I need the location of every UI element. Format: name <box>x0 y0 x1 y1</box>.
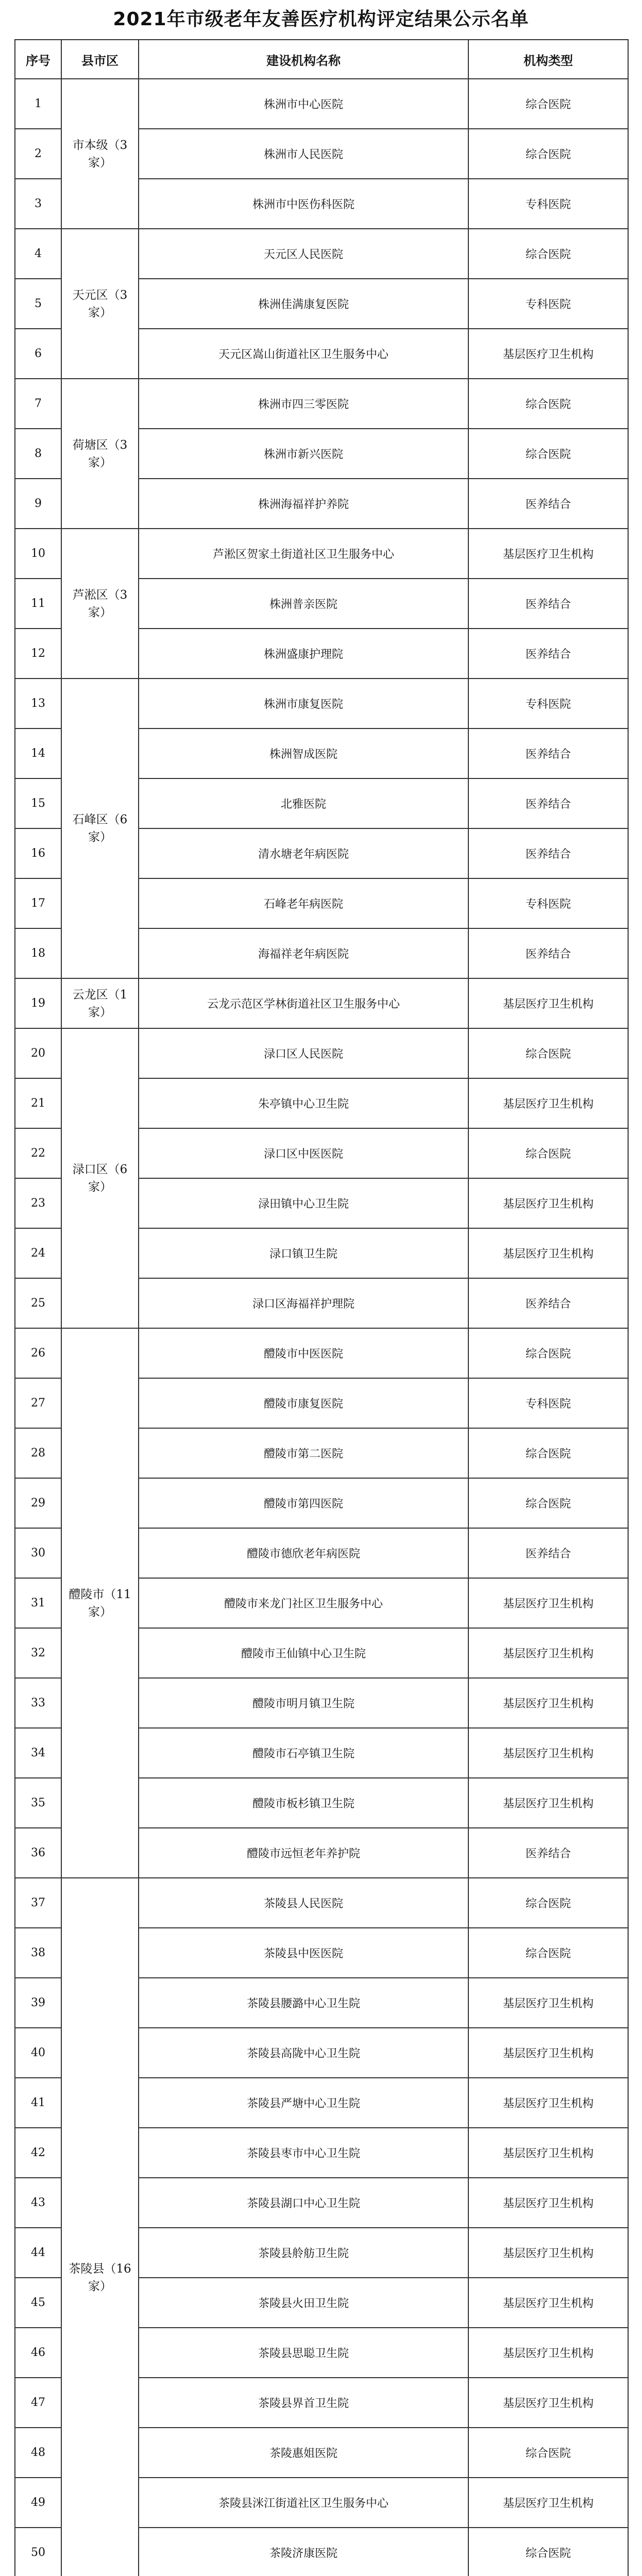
institution-name: 醴陵市第二医院 <box>139 1428 468 1478</box>
document-title: 2021年市级老年友善医疗机构评定结果公示名单 <box>113 9 529 30</box>
institution-name: 渌口镇卫生院 <box>139 1228 468 1278</box>
institution-name: 株洲市中医伤科医院 <box>139 179 468 229</box>
table-row <box>15 1328 628 1378</box>
table-row <box>15 1878 628 1928</box>
row-index: 28 <box>15 1428 61 1478</box>
institution-type: 基层医疗卫生机构 <box>468 1728 628 1778</box>
institution-type: 医养结合 <box>468 1528 628 1578</box>
district-cell: 石峰区（6家） <box>61 679 139 978</box>
row-index: 47 <box>15 2378 61 2428</box>
row-index: 2 <box>15 129 61 179</box>
row-index: 36 <box>15 1828 61 1878</box>
row-index: 40 <box>15 2028 61 2078</box>
institution-type: 专科医院 <box>468 179 628 229</box>
institution-type: 医养结合 <box>468 778 628 828</box>
row-index: 35 <box>15 1778 61 1828</box>
institution-name: 醴陵市来龙门社区卫生服务中心 <box>139 1578 468 1628</box>
row-index: 27 <box>15 1378 61 1428</box>
row-index: 16 <box>15 828 61 878</box>
institution-type: 基层医疗卫生机构 <box>468 1628 628 1678</box>
institution-type: 基层医疗卫生机构 <box>468 1978 628 2028</box>
district-cell: 荷塘区（3家） <box>61 379 139 529</box>
institution-name: 醴陵市远恒老年养护院 <box>139 1828 468 1878</box>
institution-type: 医养结合 <box>468 479 628 529</box>
institution-name: 醴陵市石亭镇卫生院 <box>139 1728 468 1778</box>
row-index: 22 <box>15 1128 61 1178</box>
row-index: 42 <box>15 2128 61 2178</box>
institution-type: 综合医院 <box>468 1328 628 1378</box>
institution-name: 茶陵县高陇中心卫生院 <box>139 2028 468 2078</box>
institution-type: 综合医院 <box>468 129 628 179</box>
header-institution-type: 机构类型 <box>468 40 628 79</box>
institution-name: 芦淞区贺家土街道社区卫生服务中心 <box>139 529 468 579</box>
row-index: 34 <box>15 1728 61 1778</box>
institution-type: 基层医疗卫生机构 <box>468 2378 628 2428</box>
row-index: 38 <box>15 1928 61 1978</box>
institution-name: 株洲市中心医院 <box>139 79 468 129</box>
row-index: 48 <box>15 2428 61 2478</box>
institution-type: 基层医疗卫生机构 <box>468 1778 628 1828</box>
row-index: 14 <box>15 728 61 778</box>
institution-name: 株洲市新兴医院 <box>139 429 468 479</box>
institution-name: 茶陵县舲舫卫生院 <box>139 2228 468 2278</box>
institution-name: 茶陵县火田卫生院 <box>139 2278 468 2328</box>
row-index: 4 <box>15 229 61 279</box>
institution-type: 基层医疗卫生机构 <box>468 978 628 1028</box>
institution-name: 醴陵市第四医院 <box>139 1478 468 1528</box>
institution-name: 茶陵县洣江街道社区卫生服务中心 <box>139 2478 468 2528</box>
row-index: 25 <box>15 1278 61 1328</box>
institution-type: 基层医疗卫生机构 <box>468 2278 628 2328</box>
institution-type: 专科医院 <box>468 679 628 728</box>
institution-name: 云龙示范区学林街道社区卫生服务中心 <box>139 978 468 1028</box>
institution-name: 茶陵县中医医院 <box>139 1928 468 1978</box>
institution-type: 基层医疗卫生机构 <box>468 2128 628 2178</box>
table-body <box>15 79 628 2576</box>
institution-type: 医养结合 <box>468 629 628 679</box>
institution-type: 医养结合 <box>468 728 628 778</box>
institution-type: 基层医疗卫生机构 <box>468 2078 628 2128</box>
district-cell: 茶陵县（16家） <box>61 1878 139 2576</box>
institution-name: 株洲普亲医院 <box>139 579 468 629</box>
institution-type: 基层医疗卫生机构 <box>468 2178 628 2228</box>
institution-type: 综合医院 <box>468 1478 628 1528</box>
row-index: 5 <box>15 279 61 329</box>
institution-type: 综合医院 <box>468 1028 628 1078</box>
row-index: 18 <box>15 928 61 978</box>
row-index: 8 <box>15 429 61 479</box>
institution-name: 茶陵县思聪卫生院 <box>139 2328 468 2378</box>
district-cell: 渌口区（6家） <box>61 1028 139 1328</box>
institution-name: 株洲市四三零医院 <box>139 379 468 429</box>
row-index: 9 <box>15 479 61 529</box>
table-row <box>15 978 628 1028</box>
table-header-row <box>15 40 628 79</box>
institution-name: 茶陵县严塘中心卫生院 <box>139 2078 468 2128</box>
institution-name: 株洲佳满康复医院 <box>139 279 468 329</box>
institution-type: 基层医疗卫生机构 <box>468 2028 628 2078</box>
institution-name: 株洲盛康护理院 <box>139 629 468 679</box>
district-cell: 芦淞区（3家） <box>61 529 139 679</box>
institution-name: 醴陵市康复医院 <box>139 1378 468 1428</box>
institution-name: 渌田镇中心卫生院 <box>139 1178 468 1228</box>
header-institution-name: 建设机构名称 <box>139 40 468 79</box>
institution-type: 医养结合 <box>468 579 628 629</box>
institution-name: 醴陵市明月镇卫生院 <box>139 1678 468 1728</box>
row-index: 33 <box>15 1678 61 1728</box>
institution-name: 天元区嵩山街道社区卫生服务中心 <box>139 329 468 379</box>
institution-name: 石峰老年病医院 <box>139 878 468 928</box>
institution-type: 专科医院 <box>468 279 628 329</box>
results-table <box>14 39 629 2576</box>
institution-name: 醴陵市中医医院 <box>139 1328 468 1378</box>
institution-type: 基层医疗卫生机构 <box>468 1578 628 1628</box>
row-index: 21 <box>15 1078 61 1128</box>
row-index: 7 <box>15 379 61 429</box>
institution-type: 基层医疗卫生机构 <box>468 2478 628 2528</box>
institution-type: 综合医院 <box>468 1928 628 1978</box>
institution-name: 朱亭镇中心卫生院 <box>139 1078 468 1128</box>
row-index: 45 <box>15 2278 61 2328</box>
institution-type: 医养结合 <box>468 1278 628 1328</box>
district-cell: 天元区（3家） <box>61 229 139 379</box>
institution-type: 医养结合 <box>468 928 628 978</box>
institution-type: 基层医疗卫生机构 <box>468 2328 628 2378</box>
institution-type: 基层医疗卫生机构 <box>468 529 628 579</box>
row-index: 49 <box>15 2478 61 2528</box>
row-index: 20 <box>15 1028 61 1078</box>
institution-name: 渌口区人民医院 <box>139 1028 468 1078</box>
institution-name: 茶陵县人民医院 <box>139 1878 468 1928</box>
row-index: 11 <box>15 579 61 629</box>
institution-name: 天元区人民医院 <box>139 229 468 279</box>
institution-name: 株洲市康复医院 <box>139 679 468 728</box>
table-row <box>15 679 628 728</box>
row-index: 23 <box>15 1178 61 1228</box>
row-index: 39 <box>15 1978 61 2028</box>
row-index: 13 <box>15 679 61 728</box>
institution-name: 茶陵县腰潞中心卫生院 <box>139 1978 468 2028</box>
institution-type: 综合医院 <box>468 229 628 279</box>
institution-name: 醴陵市德欣老年病医院 <box>139 1528 468 1578</box>
row-index: 37 <box>15 1878 61 1928</box>
institution-name: 醴陵市板杉镇卫生院 <box>139 1778 468 1828</box>
institution-type: 基层医疗卫生机构 <box>468 1678 628 1728</box>
header-index: 序号 <box>15 40 61 79</box>
institution-type: 基层医疗卫生机构 <box>468 1228 628 1278</box>
institution-name: 茶陵济康医院 <box>139 2528 468 2576</box>
institution-name: 茶陵县湖口中心卫生院 <box>139 2178 468 2228</box>
row-index: 17 <box>15 878 61 928</box>
institution-name: 渌口区中医医院 <box>139 1128 468 1178</box>
row-index: 19 <box>15 978 61 1028</box>
institution-type: 综合医院 <box>468 379 628 429</box>
row-index: 10 <box>15 529 61 579</box>
row-index: 24 <box>15 1228 61 1278</box>
row-index: 50 <box>15 2528 61 2576</box>
institution-name: 茶陵县界首卫生院 <box>139 2378 468 2428</box>
table-row <box>15 229 628 279</box>
institution-type: 综合医院 <box>468 1128 628 1178</box>
institution-type: 综合医院 <box>468 1428 628 1478</box>
table-row <box>15 79 628 129</box>
row-index: 32 <box>15 1628 61 1678</box>
row-index: 41 <box>15 2078 61 2128</box>
district-cell: 市本级（3家） <box>61 79 139 229</box>
institution-name: 渌口区海福祥护理院 <box>139 1278 468 1328</box>
row-index: 26 <box>15 1328 61 1378</box>
row-index: 44 <box>15 2228 61 2278</box>
table-row <box>15 1028 628 1078</box>
institution-name: 醴陵市王仙镇中心卫生院 <box>139 1628 468 1678</box>
district-cell: 醴陵市（11家） <box>61 1328 139 1878</box>
district-cell: 云龙区（1家） <box>61 978 139 1028</box>
institution-type: 综合医院 <box>468 2428 628 2478</box>
institution-name: 株洲市人民医院 <box>139 129 468 179</box>
row-index: 6 <box>15 329 61 379</box>
institution-type: 基层医疗卫生机构 <box>468 2228 628 2278</box>
institution-type: 医养结合 <box>468 1828 628 1878</box>
row-index: 15 <box>15 778 61 828</box>
institution-type: 专科医院 <box>468 878 628 928</box>
institution-type: 基层医疗卫生机构 <box>468 329 628 379</box>
institution-name: 株洲海福祥护养院 <box>139 479 468 529</box>
institution-type: 综合医院 <box>468 2528 628 2576</box>
institution-type: 综合医院 <box>468 1878 628 1928</box>
institution-type: 基层医疗卫生机构 <box>468 1178 628 1228</box>
row-index: 30 <box>15 1528 61 1578</box>
institution-name: 茶陵县枣市中心卫生院 <box>139 2128 468 2178</box>
institution-name: 北雅医院 <box>139 778 468 828</box>
row-index: 29 <box>15 1478 61 1528</box>
institution-type: 医养结合 <box>468 828 628 878</box>
institution-name: 株洲智成医院 <box>139 728 468 778</box>
table-row <box>15 379 628 429</box>
row-index: 43 <box>15 2178 61 2228</box>
header-district: 县市区 <box>61 40 139 79</box>
row-index: 3 <box>15 179 61 229</box>
table-row <box>15 529 628 579</box>
institution-name: 茶陵惠姐医院 <box>139 2428 468 2478</box>
row-index: 46 <box>15 2328 61 2378</box>
institution-name: 清水塘老年病医院 <box>139 828 468 878</box>
institution-type: 综合医院 <box>468 79 628 129</box>
institution-type: 专科医院 <box>468 1378 628 1428</box>
institution-type: 基层医疗卫生机构 <box>468 1078 628 1128</box>
row-index: 31 <box>15 1578 61 1628</box>
row-index: 1 <box>15 79 61 129</box>
institution-type: 综合医院 <box>468 429 628 479</box>
row-index: 12 <box>15 629 61 679</box>
institution-name: 海福祥老年病医院 <box>139 928 468 978</box>
